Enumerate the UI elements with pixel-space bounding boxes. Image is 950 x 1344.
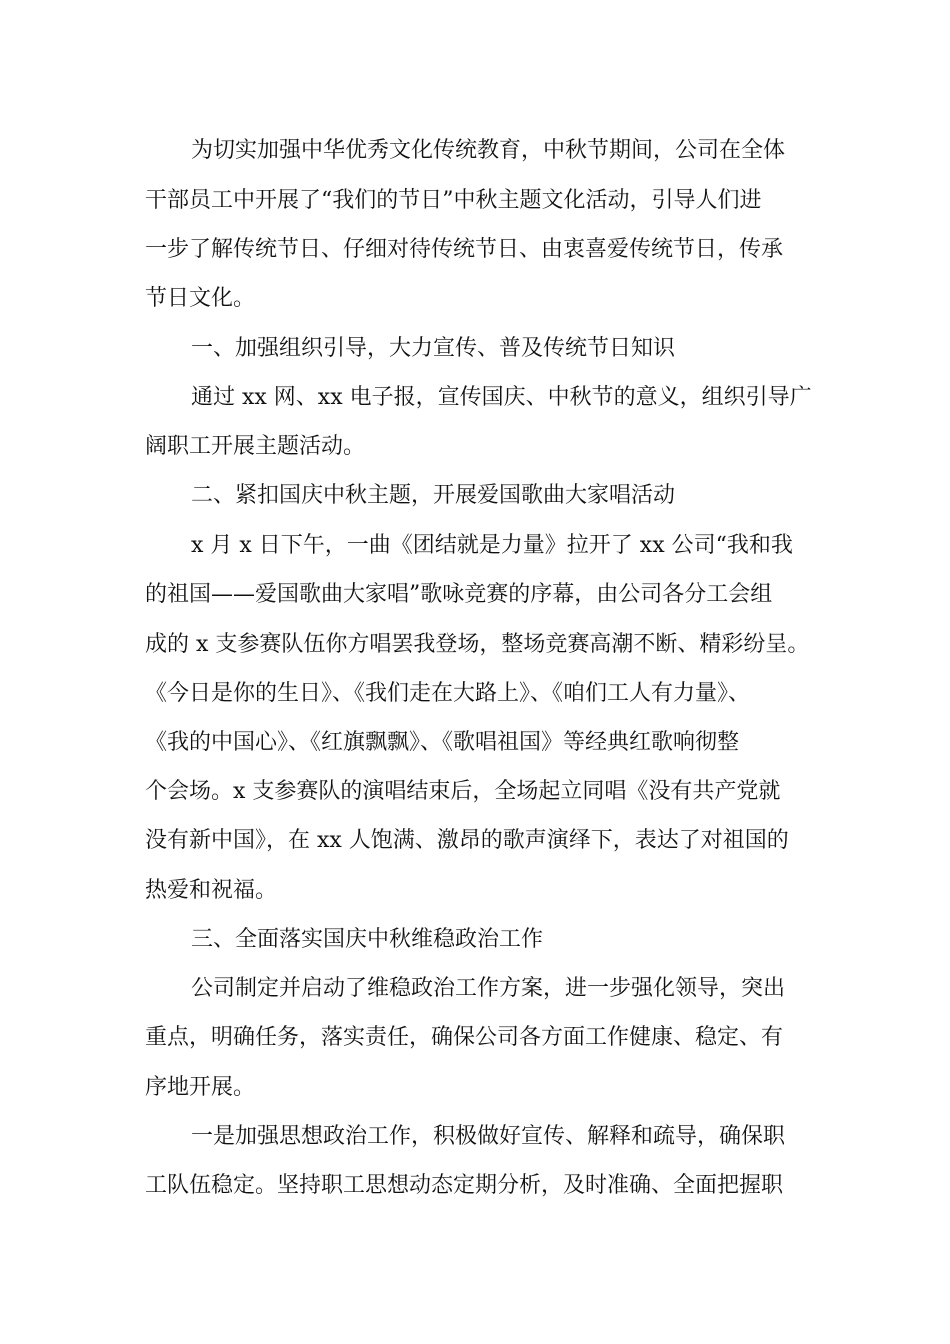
line-text: 热爱和祝福。 [145, 878, 278, 903]
line-text: 个会场。x 支参赛队的演唱结束后，全场起立同唱《没有共产党就 [145, 779, 781, 804]
line-text: 阔职工开展主题活动。 [145, 434, 366, 459]
line-text: 没有新中国》，在 xx 人饱满、激昂的歌声演绎下，表达了对祖国的 [145, 828, 789, 853]
text-line [0, 718, 950, 767]
text-line [0, 1161, 950, 1210]
line-text: 一是加强思想政治工作，积极做好宣传、解释和疏导，确保职 [191, 1124, 786, 1149]
text-line [0, 669, 950, 718]
text-line [0, 422, 950, 471]
line-text: 节日文化。 [145, 286, 256, 311]
heading-text: 三、全面落实国庆中秋维稳政治工作 [191, 927, 544, 952]
text-line [0, 1063, 950, 1112]
text-line [0, 964, 950, 1013]
line-text: 工队伍稳定。坚持职工思想动态定期分析，及时准确、全面把握职 [145, 1173, 784, 1198]
text-line [0, 176, 950, 225]
heading-text: 二、紧扣国庆中秋主题，开展爱国歌曲大家唱活动 [191, 483, 676, 508]
line-text: 干部员工中开展了“我们的节日”中秋主题文化活动，引导人们进 [145, 188, 762, 213]
line-text: 成的 x 支参赛队伍你方唱罢我登场，整场竞赛高潮不断、精彩纷呈。 [145, 632, 810, 657]
section-heading [0, 324, 950, 373]
text-line [0, 521, 950, 570]
text-line [0, 274, 950, 323]
text-line [0, 816, 950, 865]
text-line [0, 1013, 950, 1062]
line-text: 为切实加强中华优秀文化传统教育，中秋节期间，公司在全体 [191, 138, 786, 163]
line-text: 一步了解传统节日、仔细对待传统节日、由衷喜爱传统节日，传承 [145, 237, 784, 262]
line-text: 公司制定并启动了维稳政治工作方案，进一步强化领导，突出 [191, 976, 786, 1001]
text-line [0, 373, 950, 422]
line-text: 序地开展。 [145, 1075, 256, 1100]
section-heading [0, 915, 950, 964]
line-text: x 月 x 日下午，一曲《团结就是力量》拉开了 xx 公司“我和我 [191, 533, 793, 558]
text-line [0, 126, 950, 175]
text-line [0, 767, 950, 816]
section-heading [0, 471, 950, 520]
text-line [0, 620, 950, 669]
text-line [0, 570, 950, 619]
heading-text: 一、加强组织引导，大力宣传、普及传统节日知识 [191, 336, 676, 361]
text-line [0, 1112, 950, 1161]
line-text: 《我的中国心》、《红旗飘飘》、《歌唱祖国》等经典红歌响彻整 [145, 730, 740, 755]
line-text: 的祖国——爱国歌曲大家唱”歌咏竞赛的序幕，由公司各分工会组 [145, 582, 773, 607]
line-text: 通过 xx 网、xx 电子报，宣传国庆、中秋节的意义，组织引导广 [191, 385, 812, 410]
text-line [0, 225, 950, 274]
line-text: 重点，明确任务，落实责任，确保公司各方面工作健康、稳定、有 [145, 1025, 784, 1050]
text-line [0, 866, 950, 915]
line-text: 《今日是你的生日》、《我们走在大路上》、《咱们工人有力量》、 [145, 681, 751, 706]
